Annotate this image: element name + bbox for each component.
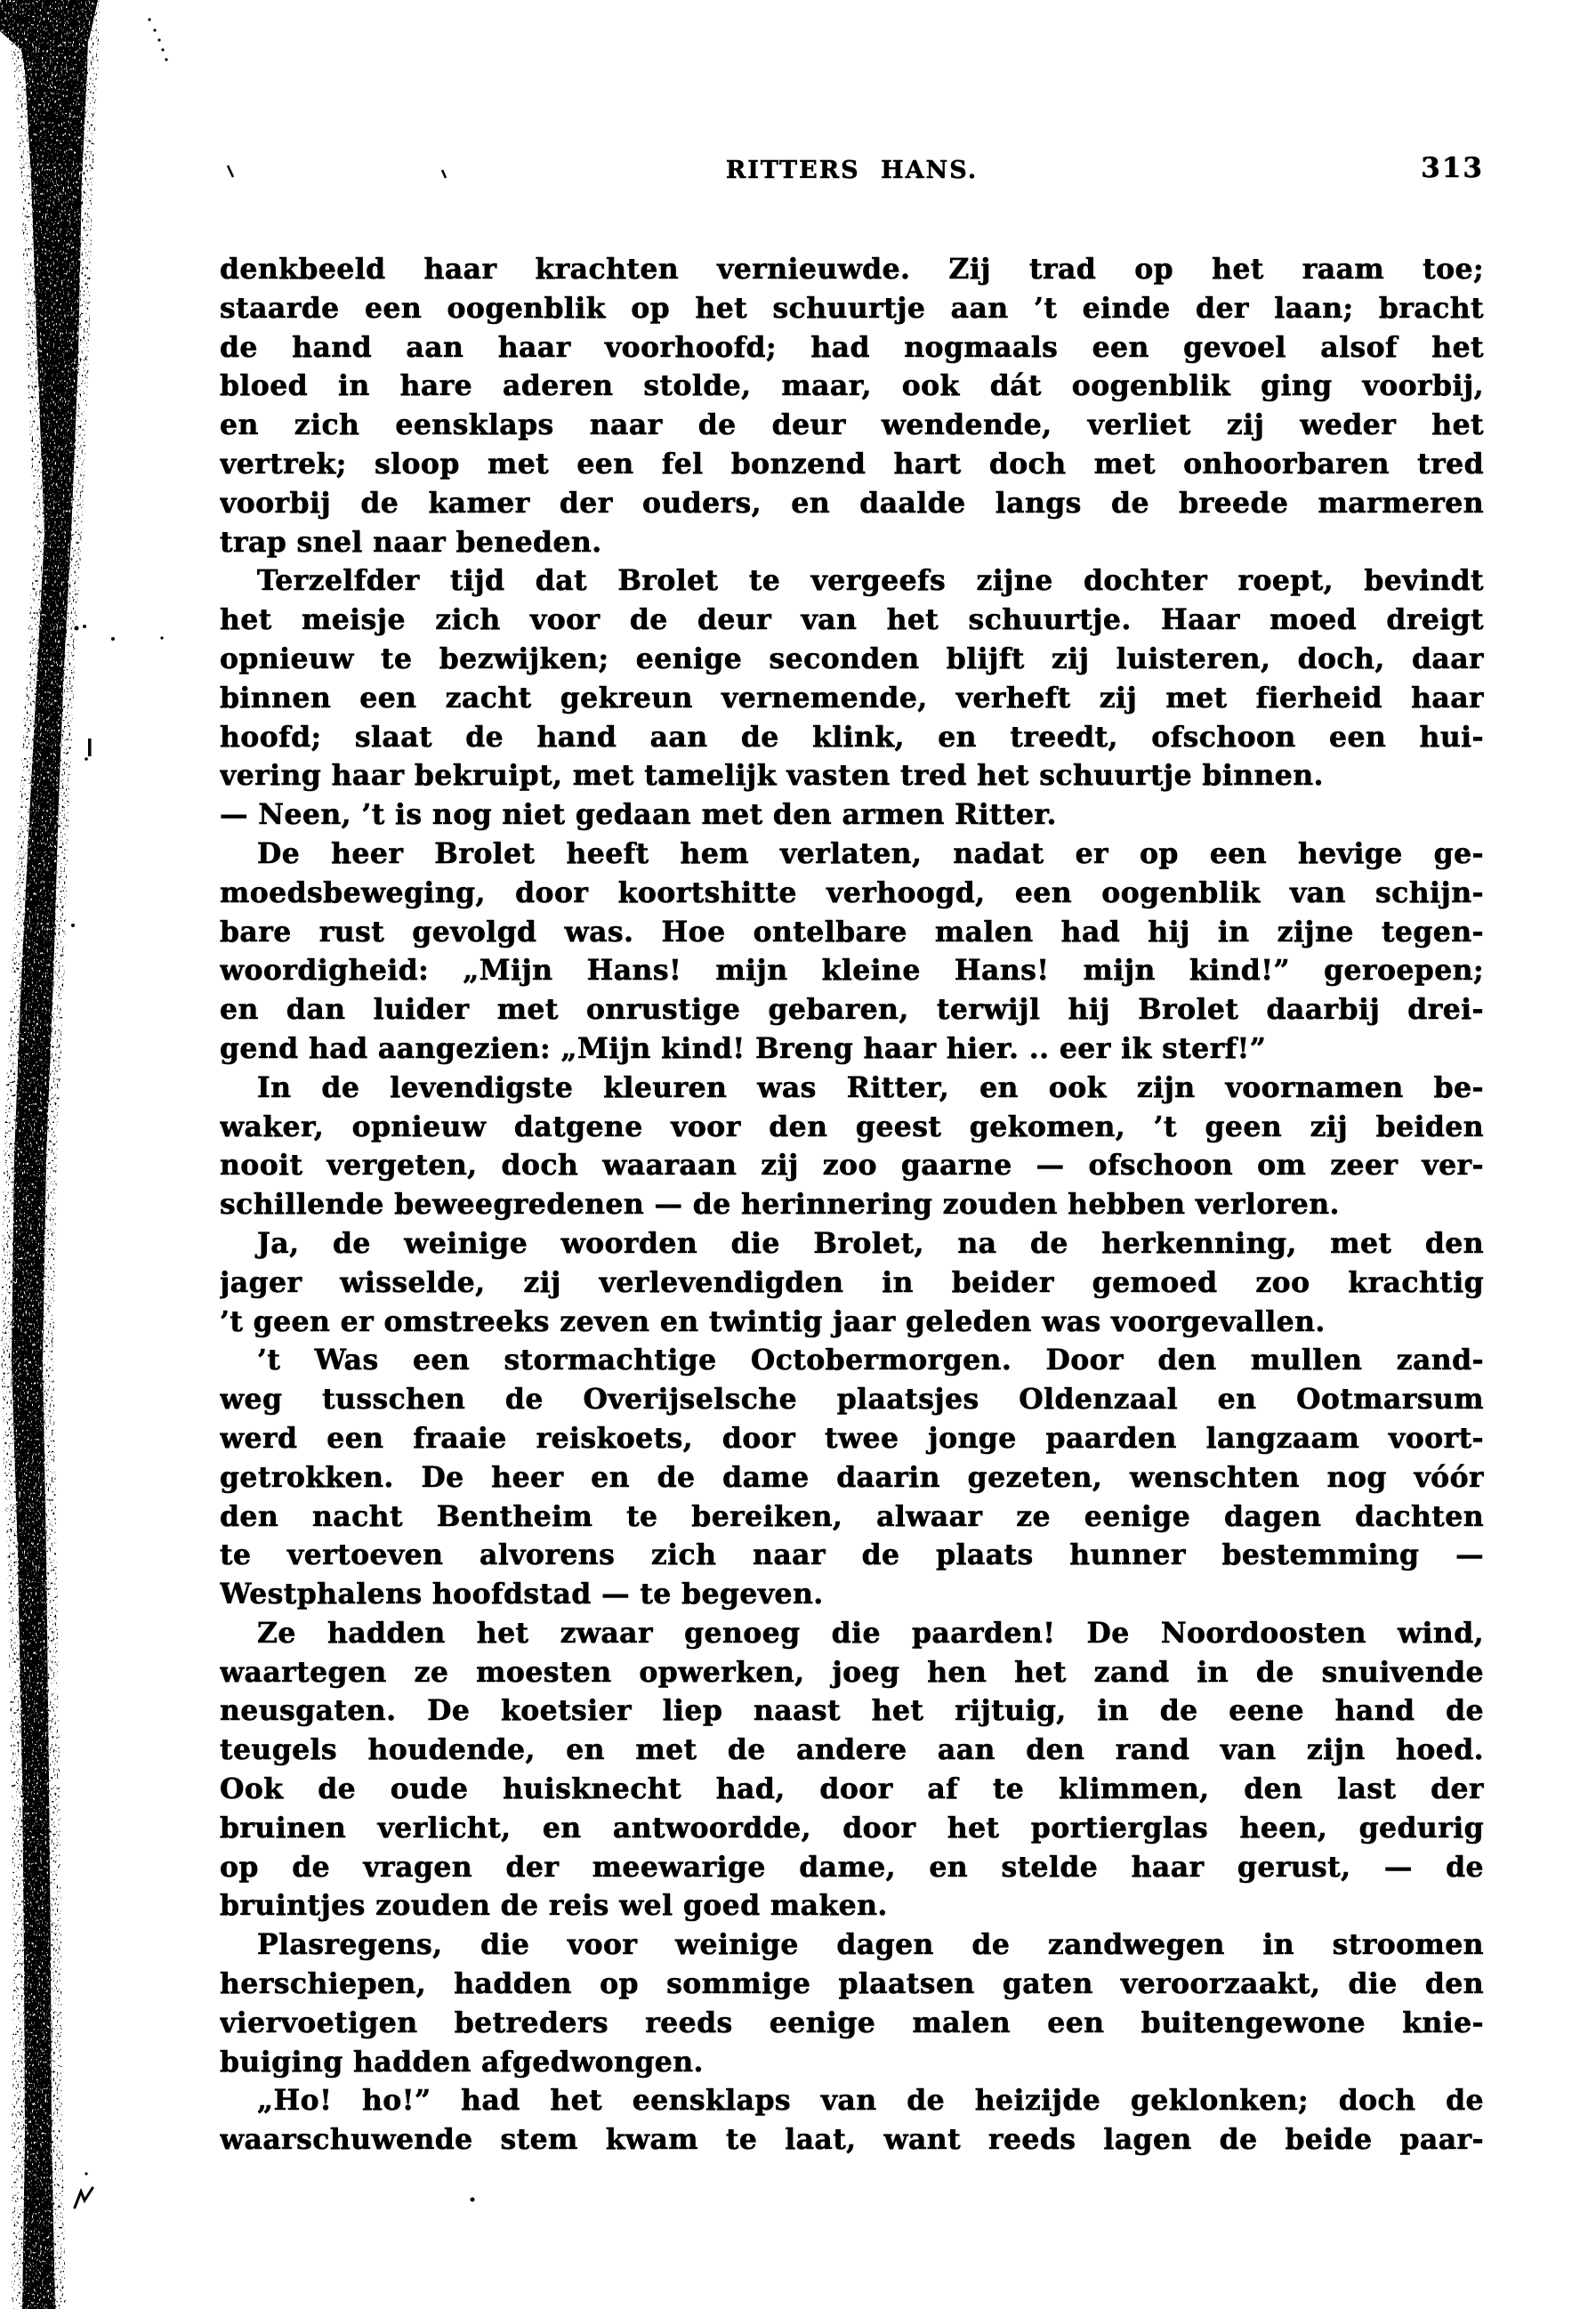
- text-line: hoofd; slaat de hand aan de klink, en treedt, ofschoon een hui-: [220, 720, 1484, 754]
- text-line: vering haar bekruipt, met tamelijk vasten tred het schuurtje binnen.: [220, 759, 1324, 793]
- text-line: „Ho! ho!” had het eensklaps van de heizijde geklonken; doch de: [257, 2084, 1484, 2118]
- text-line: bloed in hare aderen stolde, maar, ook dát oogenblik ging voorbij,: [220, 369, 1484, 403]
- text-line: waker, opnieuw datgene voor den geest gekomen, ’t geen zij beiden: [220, 1110, 1484, 1143]
- text-line: opnieuw te bezwijken; eenige seconden blijft zij luisteren, doch, daar: [220, 642, 1484, 675]
- text-line: Ook de oude huisknecht had, door af te klimmen, den last der: [220, 1772, 1484, 1806]
- text-line: denkbeeld haar krachten vernieuwde. Zij trad op het raam toe;: [220, 253, 1484, 286]
- text-line: bare rust gevolgd was. Hoe ontelbare malen had hij in zijne tegen-: [220, 915, 1484, 949]
- text-line: neusgaten. De koetsier liep naast het rijtuig, in de eene hand de: [220, 1694, 1484, 1728]
- pen-squiggle-mark: [75, 2188, 93, 2208]
- text-line: woordigheid: „Mijn Hans! mijn kleine Hans! mijn kind!” geroepen;: [220, 954, 1484, 988]
- text-line: op de vragen der meewarige dame, en stelde haar gerust, — de: [220, 1850, 1484, 1884]
- text-line: viervoetigen betreders reeds eenige malen een buitengewone knie-: [220, 2006, 1484, 2039]
- running-title: RITTERS HANS.: [725, 157, 979, 184]
- text-line: moedsbeweging, door koortshitte verhoogd, een oogenblik van schijn-: [220, 876, 1484, 909]
- text-line: staarde een oogenblik op het schuurtje aan ’t einde der laan; bracht: [220, 291, 1484, 325]
- text-line: Ze hadden het zwaar genoeg die paarden! De Noordoosten wind,: [257, 1616, 1484, 1650]
- text-line: Westphalens hoofdstad — te begeven.: [220, 1578, 824, 1611]
- text-line: en zich eensklaps naar de deur wendende, verliet zij weder het: [220, 408, 1484, 442]
- text-line: nooit vergeten, doch waaraan zij zoo gaarne — ofschoon om zeer ver-: [220, 1149, 1484, 1183]
- text-line: getrokken. De heer en de dame daarin gezeten, wenschten nog vóór: [220, 1460, 1484, 1494]
- text-line: Terzelfder tijd dat Brolet te vergeefs zijne dochter roept, bevindt: [257, 564, 1484, 598]
- text-block: [220, 250, 1484, 2160]
- text-line: teugels houdende, en met de andere aan den rand van zijn hoed.: [220, 1733, 1484, 1767]
- text-line: den nacht Bentheim te bereiken, alwaar ze eenige dagen dachten: [220, 1499, 1484, 1533]
- text-line: bruinen verlicht, en antwoordde, door het portierglas heen, gedurig: [220, 1811, 1484, 1845]
- text-line: — Neen, ’t is nog niet gedaan met den armen Ritter.: [220, 798, 1057, 832]
- ink-blot-top-left: [0, 0, 98, 60]
- text-line: De heer Brolet heeft hem verlaten, nadat er op een hevige ge-: [257, 836, 1484, 870]
- text-line: ’t Was een stormachtige Octobermorgen. Door den mullen zand-: [257, 1344, 1484, 1377]
- text-line: en dan luider met onrustige gebaren, terwijl hij Brolet daarbij drei-: [220, 993, 1484, 1027]
- text-line: ’t geen er omstreeks zeven en twintig jaar geleden was voorgevallen.: [220, 1304, 1326, 1338]
- text-line: te vertoeven alvorens zich naar de plaats hunner bestemming —: [220, 1538, 1484, 1572]
- text-line: het meisje zich voor de deur van het schuurtje. Haar moed dreigt: [220, 603, 1484, 637]
- text-line: weg tusschen de Overijselsche plaatsjes Oldenzaal en Ootmarsum: [220, 1383, 1484, 1417]
- text-line: werd een fraaie reiskoets, door twee jonge paarden langzaam voort-: [220, 1421, 1484, 1455]
- text-line: Plasregens, die voor weinige dagen de zandwegen in stroomen: [257, 1928, 1484, 1962]
- text-line: herschiepen, hadden op sommige plaatsen gaten veroorzaakt, die den: [220, 1967, 1484, 2001]
- text-line: de hand aan haar voorhoofd; had nogmaals een gevoel alsof het: [220, 330, 1484, 364]
- text-line: jager wisselde, zij verlevendigden in beider gemoed zoo krachtig: [220, 1265, 1484, 1299]
- text-line: trap snel naar beneden.: [220, 525, 602, 559]
- text-line: buiging hadden afgedwongen.: [220, 2045, 704, 2079]
- text-line: waartegen ze moesten opwerken, joeg hen het zand in de snuivende: [220, 1655, 1484, 1689]
- text-line: binnen een zacht gekreun vernemende, verheft zij met fierheid haar: [220, 681, 1484, 714]
- text-line: Ja, de weinige woorden die Brolet, na de herkenning, met den: [257, 1226, 1484, 1260]
- text-line: In de levendigste kleuren was Ritter, en ook zijn voornamen be-: [257, 1070, 1484, 1104]
- text-line: bruintjes zouden de reis wel goed maken.: [220, 1889, 888, 1923]
- text-line: vertrek; sloop met een fel bonzend hart doch met onhoorbaren tred: [220, 447, 1484, 480]
- text-line: voorbij de kamer der ouders, en daalde langs de breede marmeren: [220, 486, 1484, 520]
- text-line: schillende beweegredenen — de herinnering zouden hebben verloren.: [220, 1188, 1340, 1222]
- page-number: 313: [1421, 152, 1484, 184]
- text-line: waarschuwende stem kwam te laat, want reeds lagen de beide paar-: [220, 2123, 1484, 2157]
- text-line: gend had aangezien: „Mijn kind! Breng haar hier. .. eer ik sterf!”: [220, 1031, 1267, 1065]
- scan-gutter-noise-band: [0, 0, 100, 2309]
